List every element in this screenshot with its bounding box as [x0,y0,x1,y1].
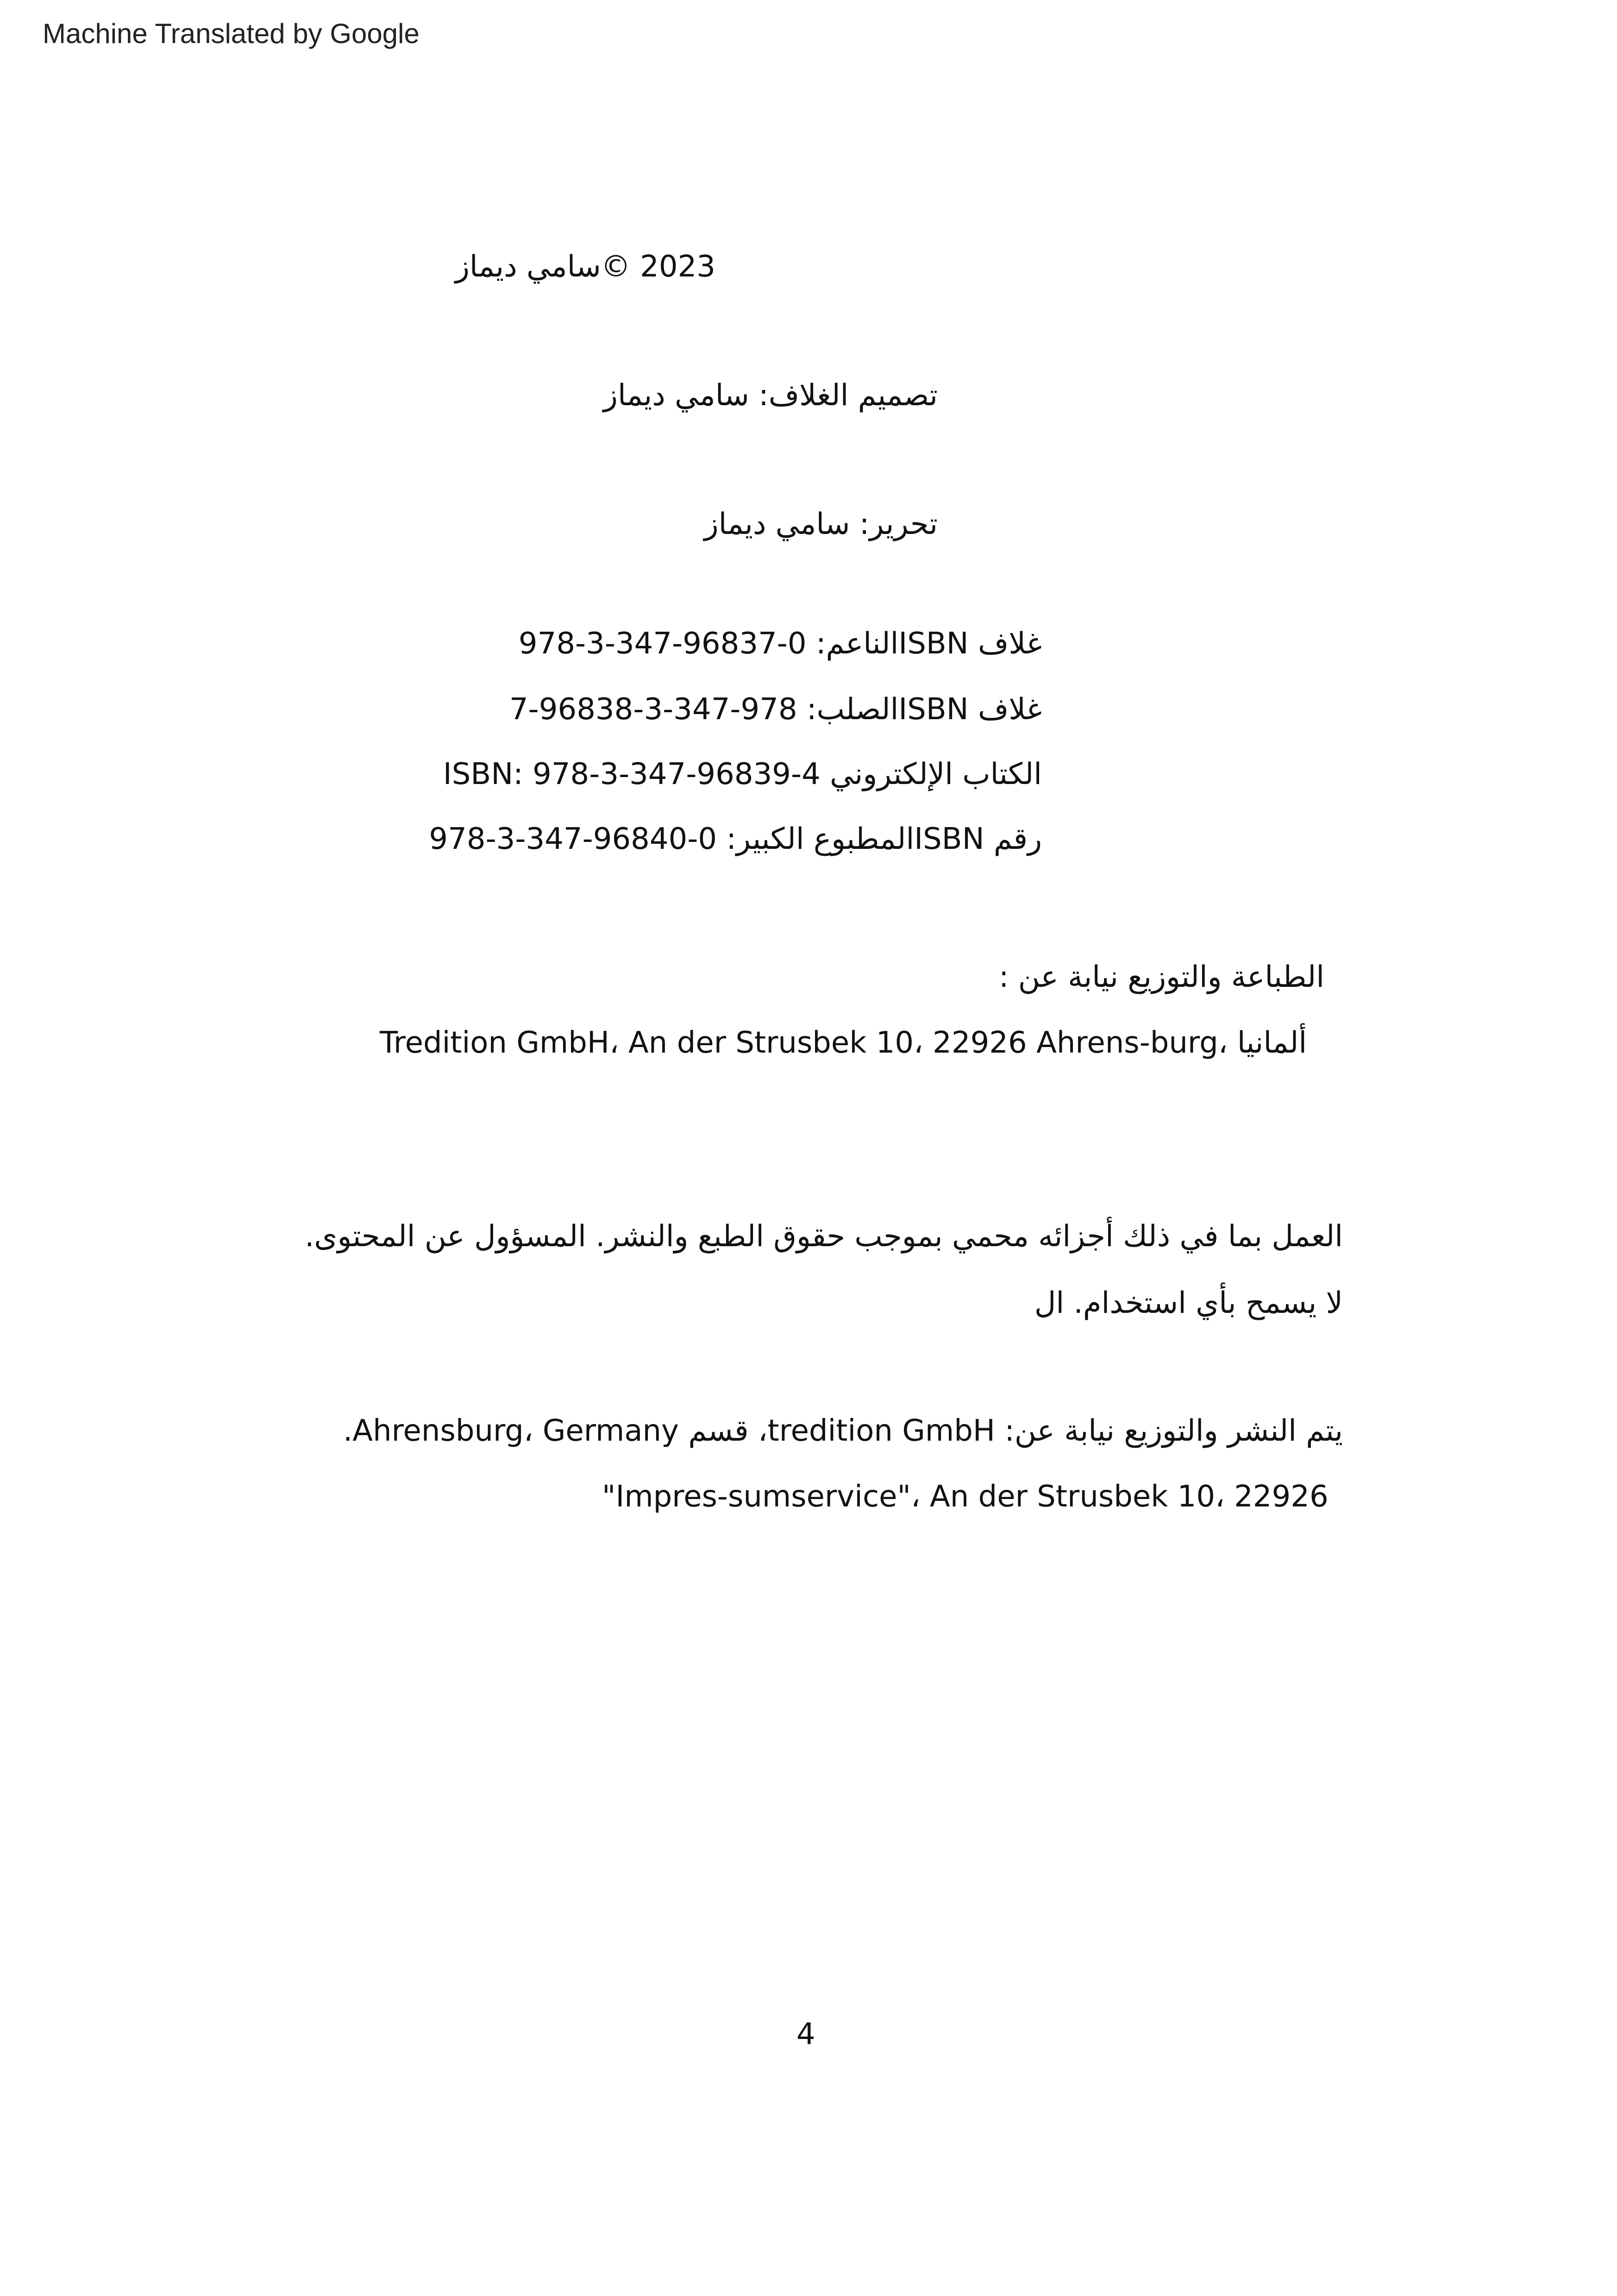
rights-notice-line-2: لا يسمح بأي استخدام. ال [1034,1286,1343,1320]
isbn-large-print: رقم ISBNالمطبوع الكبير: 0-96840-347-3-978 [429,822,1042,856]
isbn-ebook: الكتاب الإلكتروني 4-96839-347-3-978 :ISBN [443,757,1042,791]
page-number: 4 [796,2017,815,2051]
machine-translation-note: Machine Translated by Google [43,18,420,49]
printing-address: Tredition GmbH، An der Strusbek 10، 22926 Ahrens-burg، ألمانيا [380,1026,1307,1060]
isbn-hardcover: غلاف ISBNالصلب: 978-347-3-96838-7 [509,692,1042,727]
isbn-paperback: غلاف ISBNالناعم: 0-96837-347-3-978 [518,627,1042,661]
publishing-line-1: يتم النشر والتوزيع نيابة عن: tredition GmbH، قسم Ahrensburg، Germany. [343,1414,1343,1448]
publishing-line-2: "Impres-sumservice"، An der Strusbek 10، 22926 [602,1480,1329,1514]
printing-heading: الطباعة والتوزيع نيابة عن : [998,960,1324,994]
cover-design-credit: تصميم الغلاف: سامي ديماز [603,378,938,413]
rights-notice-line-1: العمل بما في ذلك أجزائه محمي بموجب حقوق الطبع والنشر. المسؤول عن المحتوى. [305,1219,1343,1254]
copyright-line: 2023 ©سامي ديماز [455,250,715,284]
editing-credit: تحرير: سامي ديماز [704,507,938,541]
